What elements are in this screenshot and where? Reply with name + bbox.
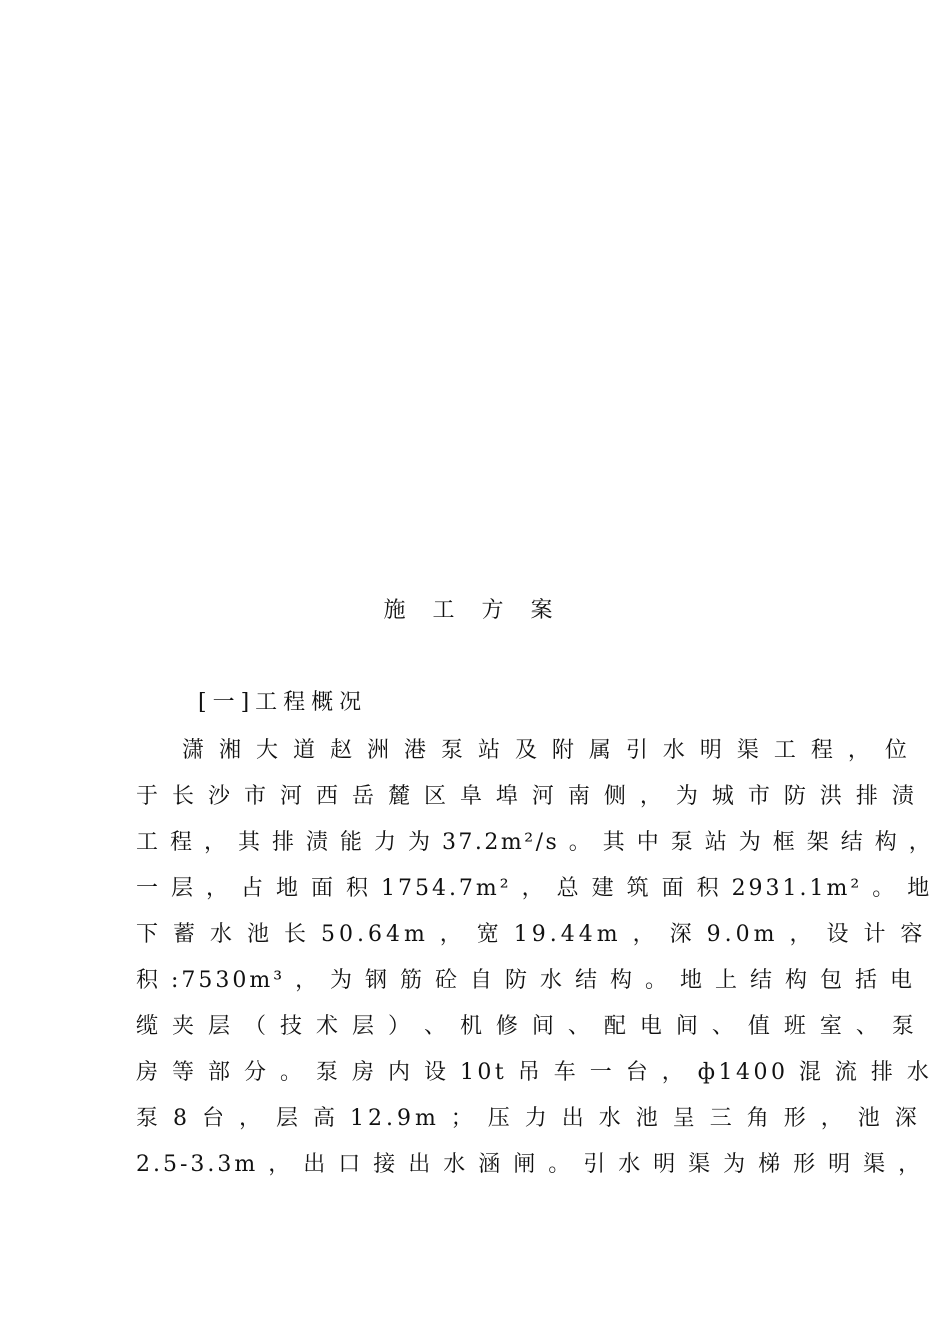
paragraph-line: 一 层 ， 占 地 面 积 1754.7m² ， 总 建 筑 面 积 2931.1m² 。 地 xyxy=(136,876,933,901)
paragraph-line: 缆 夹 层 （ 技 术 层 ） 、 机 修 间 、 配 电 间 、 值 班 室 、 泵 xyxy=(136,1014,918,1039)
paragraph-line: 2.5-3.3m ， 出 口 接 出 水 涵 闸 。 引 水 明 渠 为 梯 形 明 渠 ， xyxy=(136,1152,924,1177)
paragraph-line: 工 程 ， 其 排 渍 能 力 为 37.2m²/s 。 其 中 泵 站 为 框 架 结 构 ， xyxy=(136,830,934,855)
paragraph-line: 潇 湘 大 道 赵 洲 港 泵 站 及 附 属 引 水 明 渠 工 程 ， 位 xyxy=(182,738,911,763)
paragraph-line: 于 长 沙 市 河 西 岳 麓 区 阜 埠 河 南 侧 ， 为 城 市 防 洪 排 渍 xyxy=(136,784,918,809)
paragraph-line: 泵 8 台 ， 层 高 12.9m ； 压 力 出 水 池 呈 三 角 形 ， 池 深 xyxy=(136,1106,921,1131)
paragraph-line: 积 :7530m³ ， 为 钢 筋 砼 自 防 水 结 构 。 地 上 结 构 包 括 电 xyxy=(136,968,915,993)
section-heading: [一]工程概况 xyxy=(198,690,368,715)
document-title: 施 工 方 案 xyxy=(383,598,563,623)
paragraph-line: 房 等 部 分 。 泵 房 内 设 10t 吊 车 一 台 ， ф1400 混 流 排 水 xyxy=(136,1060,933,1085)
paragraph-line: 下 蓄 水 池 长 50.64m ， 宽 19.44m ， 深 9.0m ， 设 计 容 xyxy=(136,922,927,947)
